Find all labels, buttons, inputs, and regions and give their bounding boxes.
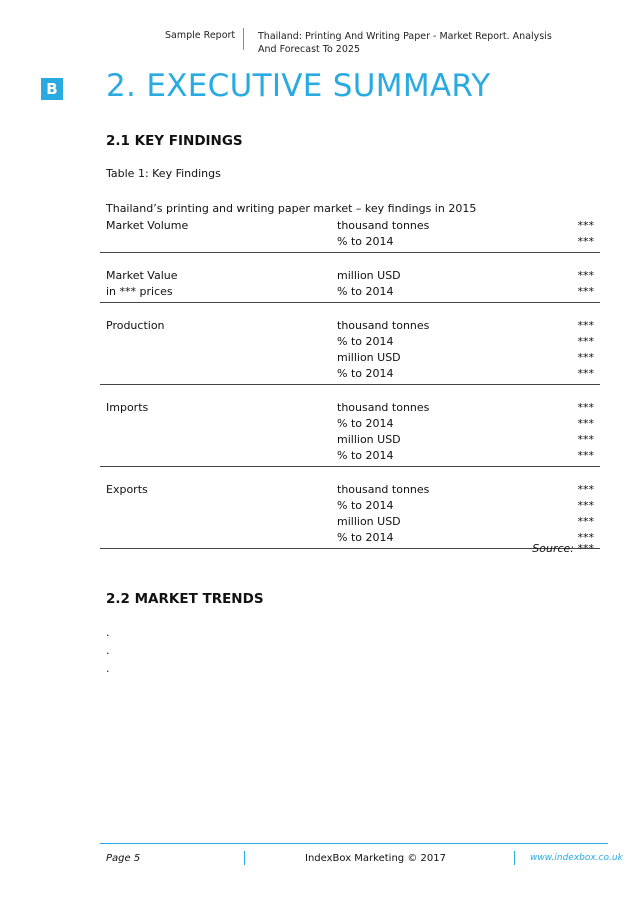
table-row (100, 318, 600, 334)
row-unit: % to 2014 (337, 367, 394, 380)
row-value: *** (577, 367, 594, 380)
row-unit: % to 2014 (337, 335, 394, 348)
row-label: Production (106, 319, 165, 332)
row-unit: million USD (337, 351, 401, 364)
table-row (100, 416, 600, 432)
row-value: *** (577, 285, 594, 298)
table-title: Thailand’s printing and writing paper market – key findings in 2015 (106, 202, 477, 215)
row-unit: thousand tonnes (337, 319, 430, 332)
row-unit: % to 2014 (337, 499, 394, 512)
table-row (100, 432, 600, 448)
table-row (100, 530, 600, 546)
table-row (100, 218, 600, 234)
row-value: *** (577, 433, 594, 446)
row-unit: % to 2014 (337, 417, 394, 430)
ellipsis-dot: . (106, 662, 110, 675)
row-label: Market Value (106, 269, 178, 282)
row-value: *** (577, 351, 594, 364)
row-value: *** (577, 515, 594, 528)
row-value: *** (577, 269, 594, 282)
row-label: Exports (106, 483, 148, 496)
table-row (100, 448, 600, 464)
row-value: *** (577, 235, 594, 248)
row-unit: thousand tonnes (337, 219, 430, 232)
table-group (100, 318, 600, 385)
row-unit: thousand tonnes (337, 401, 430, 414)
footer-divider (514, 851, 515, 865)
indexbox-logo-icon: B (41, 78, 63, 100)
table-row (100, 482, 600, 498)
row-unit: million USD (337, 269, 401, 282)
section-title: 2. EXECUTIVE SUMMARY (106, 68, 491, 104)
row-unit: million USD (337, 515, 401, 528)
table-row (100, 334, 600, 350)
footer-rule (100, 843, 608, 844)
footer-divider (244, 851, 245, 865)
source-value: *** (577, 542, 594, 555)
table-caption: Table 1: Key Findings (106, 167, 221, 180)
table-row (100, 284, 600, 300)
row-label: Market Volume (106, 219, 189, 232)
row-unit: % to 2014 (337, 235, 394, 248)
row-value: *** (577, 319, 594, 332)
table-row (100, 498, 600, 514)
header-report-type: Sample Report (165, 30, 236, 41)
key-findings-heading: 2.1 KEY FINDINGS (106, 133, 243, 149)
table-source (532, 542, 594, 555)
row-value: *** (577, 401, 594, 414)
row-label: Imports (106, 401, 149, 414)
table-group (100, 482, 600, 549)
footer-copyright: IndexBox Marketing © 2017 (305, 853, 446, 864)
row-unit: % to 2014 (337, 449, 394, 462)
source-label: Source: (532, 542, 574, 555)
table-row (100, 234, 600, 250)
row-value: *** (577, 531, 594, 544)
row-value: *** (577, 449, 594, 462)
page-number: Page 5 (106, 853, 141, 864)
ellipsis-dot: . (106, 644, 110, 657)
market-trends-heading: 2.2 MARKET TRENDS (106, 591, 264, 607)
footer-website-link[interactable]: www.indexbox.co.uk (530, 853, 623, 863)
table-row (100, 400, 600, 416)
ellipsis-dot: . (106, 626, 110, 639)
row-label: in *** prices (106, 285, 173, 298)
table-group (100, 400, 600, 467)
key-findings-table (100, 218, 600, 549)
table-row (100, 350, 600, 366)
row-unit: thousand tonnes (337, 483, 430, 496)
table-row (100, 366, 600, 382)
header-report-title: Thailand: Printing And Writing Paper - Market Report. Analysis And Forecast To 2025 (258, 31, 552, 55)
row-value: *** (577, 483, 594, 496)
table-row (100, 268, 600, 284)
row-unit: % to 2014 (337, 285, 394, 298)
row-value: *** (577, 219, 594, 232)
table-row (100, 514, 600, 530)
table-group (100, 218, 600, 253)
row-value: *** (577, 417, 594, 430)
header-divider (243, 28, 244, 50)
table-group (100, 268, 600, 303)
row-unit: million USD (337, 433, 401, 446)
row-value: *** (577, 499, 594, 512)
row-value: *** (577, 335, 594, 348)
row-unit: % to 2014 (337, 531, 394, 544)
